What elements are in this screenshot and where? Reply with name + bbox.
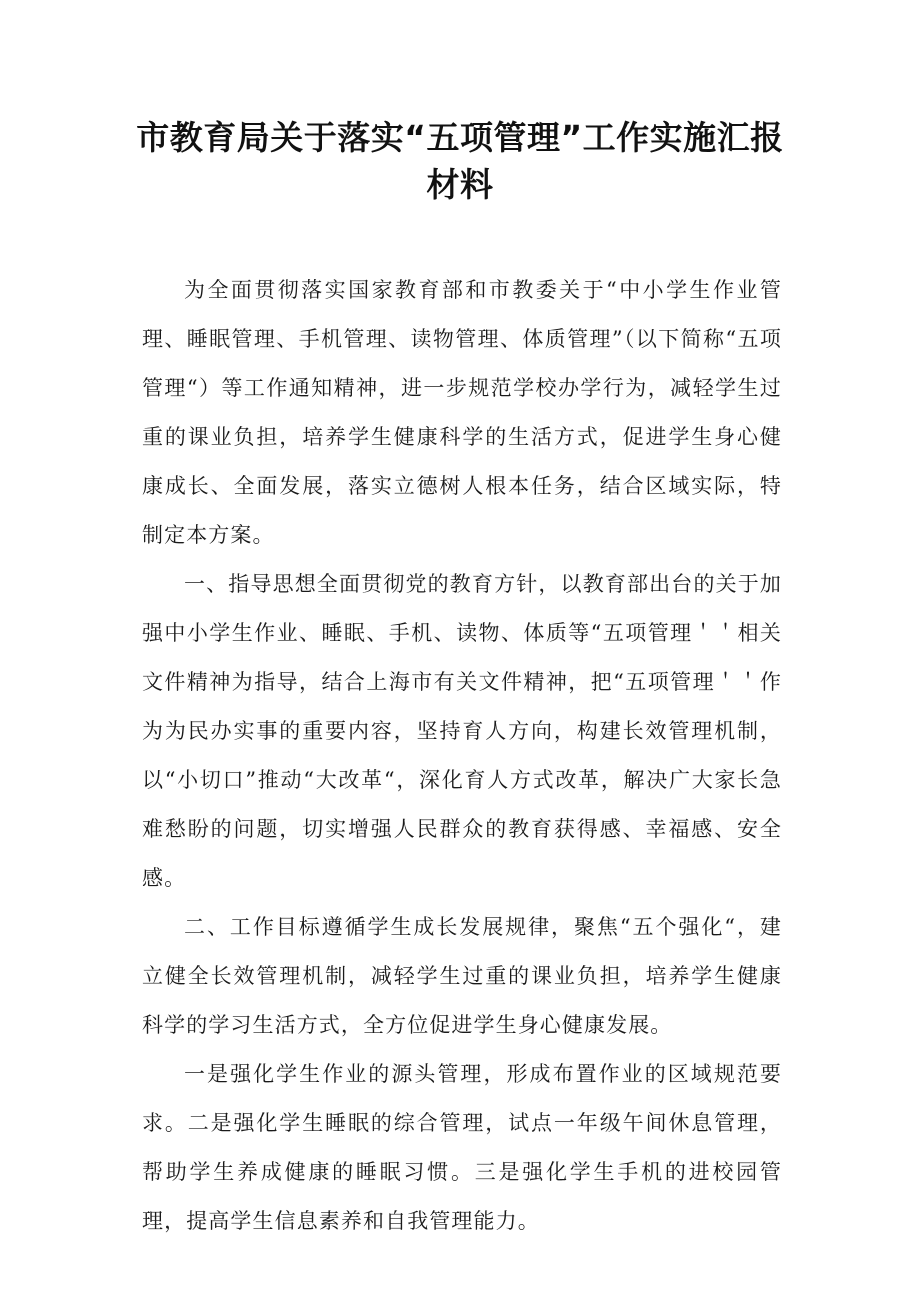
paragraph-work-goals: 二、工作目标遵循学生成长发展规律，聚焦“五个强化“，建立健全长效管理机制，减轻学生过重的课业负担，培养学生健康科学的学习生活方式，全方位促进学生身心健康发展。: [142, 915, 782, 1037]
paragraph-measures: 一是强化学生作业的源头管理，形成布置作业的区域规范要求。二是强化学生睡眠的综合管理，试点一年级午间休息管理，帮助学生养成健康的睡眠习惯。三是强化学生手机的进校园管理，提高学生信息素养和自我管理能力。: [142, 1062, 782, 1233]
paragraph-guiding-ideology: 一、指导思想全面贯彻党的教育方针，以教育部出台的关于加强中小学生作业、睡眠、手机、读物、体质等“五项管理＇＇相关文件精神为指导，结合上海市有关文件精神，把“五项管理＇＇作为为民办实事的重要内容，坚持育人方向，构建长效管理机制，以“小切口”推动“大改革“，深化育人方式改革，解决广大家长急难愁盼的问题，切实增强人民群众的教育获得感、幸福感、安全感。: [142, 572, 782, 890]
document-body: [142, 266, 782, 1246]
paragraph-intro: 为全面贯彻落实国家教育部和市教委关于“中小学生作业管理、睡眠管理、手机管理、读物管理、体质管理”（以下简称“五项管理“）等工作通知精神，进一步规范学校办学行为，减轻学生过重的课业负担，培养学生健康科学的生活方式，促进学生身心健康成长、全面发展，落实立德树人根本任务，结合区域实际，特制定本方案。: [142, 278, 782, 547]
document-title: 市教育局关于落实“五项管理”工作实施汇报材料: [136, 118, 784, 204]
